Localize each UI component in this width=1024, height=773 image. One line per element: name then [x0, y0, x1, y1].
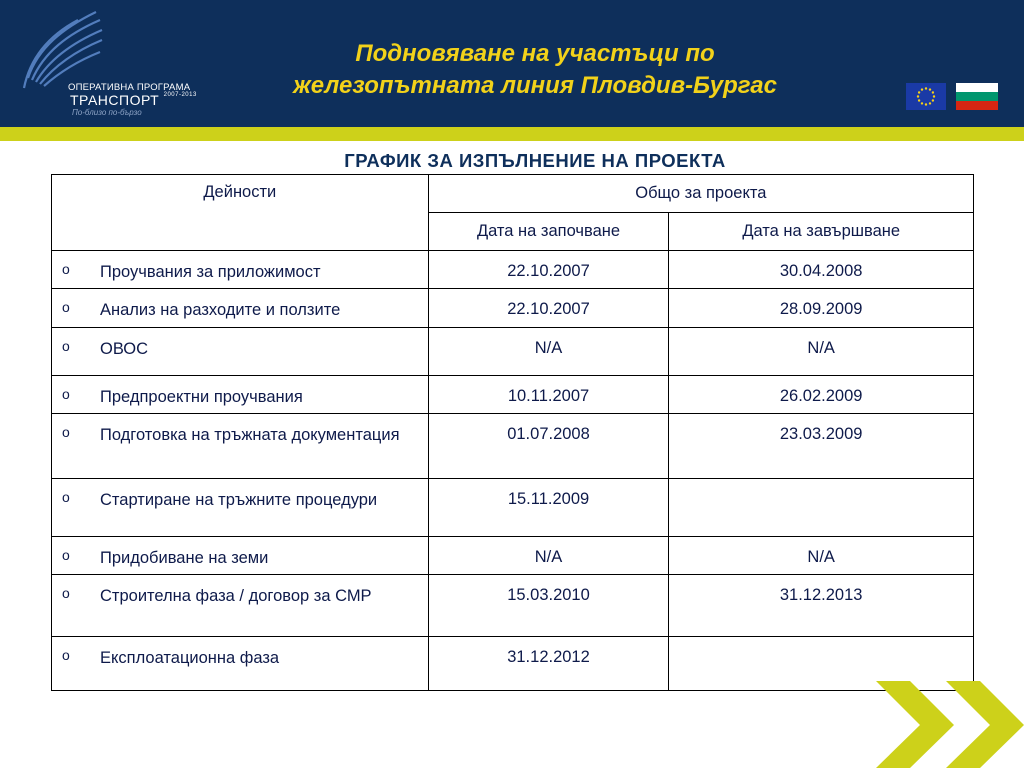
bullet-icon: o [62, 386, 70, 402]
bullet-icon: o [62, 338, 70, 354]
header-stripe [0, 127, 1024, 141]
title-line2: железопътната линия Пловдив-Бургас [293, 72, 777, 99]
title-line1: Подновяване на участъци по [355, 40, 715, 67]
page-title [210, 38, 860, 102]
activity-cell [52, 414, 429, 479]
activity-name: Стартиране на тръжните процедури [100, 491, 378, 509]
table-row [52, 414, 974, 479]
activity-name: Анализ на разходите и ползите [100, 301, 341, 319]
end-date: 28.09.2009 [669, 289, 974, 328]
table-row [52, 289, 974, 328]
table-row [52, 575, 974, 637]
end-date: 30.04.2008 [669, 251, 974, 289]
bullet-icon: o [62, 647, 70, 663]
activity-name: Строителна фаза / договор за СМР [100, 587, 372, 605]
activity-name: Подготовка на тръжната документация [100, 426, 400, 444]
table-row [52, 251, 974, 289]
table-row [52, 328, 974, 376]
activity-name: Предпроектни проучвания [100, 388, 303, 406]
logo-line2 [70, 92, 197, 108]
start-date: 22.10.2007 [428, 289, 669, 328]
activity-cell [52, 376, 429, 414]
end-date: 26.02.2009 [669, 376, 974, 414]
header-end-date: Дата на завършване [669, 213, 974, 251]
chevron-arrows [870, 681, 1024, 768]
end-date: 23.03.2009 [669, 414, 974, 479]
start-date: 22.10.2007 [428, 251, 669, 289]
activity-cell [52, 637, 429, 691]
bullet-icon: o [62, 489, 70, 505]
activity-cell [52, 479, 429, 537]
activity-name: Проучвания за приложимост [100, 263, 321, 281]
bulgaria-flag-icon [956, 83, 998, 110]
header-start-date: Дата на започване [428, 213, 669, 251]
start-date: N/A [428, 537, 669, 575]
end-date: N/A [669, 328, 974, 376]
chevron-arrows-icon [870, 681, 1024, 768]
program-logo [18, 8, 208, 118]
activity-cell [52, 251, 429, 289]
table-row [52, 537, 974, 575]
activity-name: Експлоатационна фаза [100, 649, 280, 667]
activity-name: ОВОС [100, 340, 149, 358]
eu-flag-icon [906, 83, 946, 110]
activity-cell [52, 537, 429, 575]
logo-program-name: ТРАНСПОРТ [70, 92, 160, 108]
activity-cell [52, 575, 429, 637]
table-row [52, 479, 974, 537]
activity-cell [52, 289, 429, 328]
header-activities: Дейности [52, 175, 429, 251]
start-date: 15.11.2009 [428, 479, 669, 537]
logo-years: 2007-2013 [163, 92, 197, 98]
logo-line1: ОПЕРАТИВНА ПРОГРАМА [68, 82, 191, 93]
start-date: N/A [428, 328, 669, 376]
table-row [52, 376, 974, 414]
start-date: 31.12.2012 [428, 637, 669, 691]
bullet-icon: o [62, 424, 70, 440]
bullet-icon: o [62, 585, 70, 601]
eu-flag [906, 83, 946, 110]
activity-cell [52, 328, 429, 376]
schedule-table [51, 174, 974, 691]
section-title: ГРАФИК ЗА ИЗПЪЛНЕНИЕ НА ПРОЕКТА [344, 150, 726, 171]
header-total: Общо за проекта [428, 175, 973, 213]
bullet-icon: o [62, 261, 70, 277]
end-date: 31.12.2013 [669, 575, 974, 637]
end-date [669, 479, 974, 537]
start-date: 10.11.2007 [428, 376, 669, 414]
logo-tagline: По-близо по-бързо [72, 108, 142, 117]
end-date: N/A [669, 537, 974, 575]
activity-name: Придобиване на земи [100, 549, 269, 567]
start-date: 15.03.2010 [428, 575, 669, 637]
start-date: 01.07.2008 [428, 414, 669, 479]
bullet-icon: o [62, 299, 70, 315]
bullet-icon: o [62, 547, 70, 563]
table-row [52, 637, 974, 691]
